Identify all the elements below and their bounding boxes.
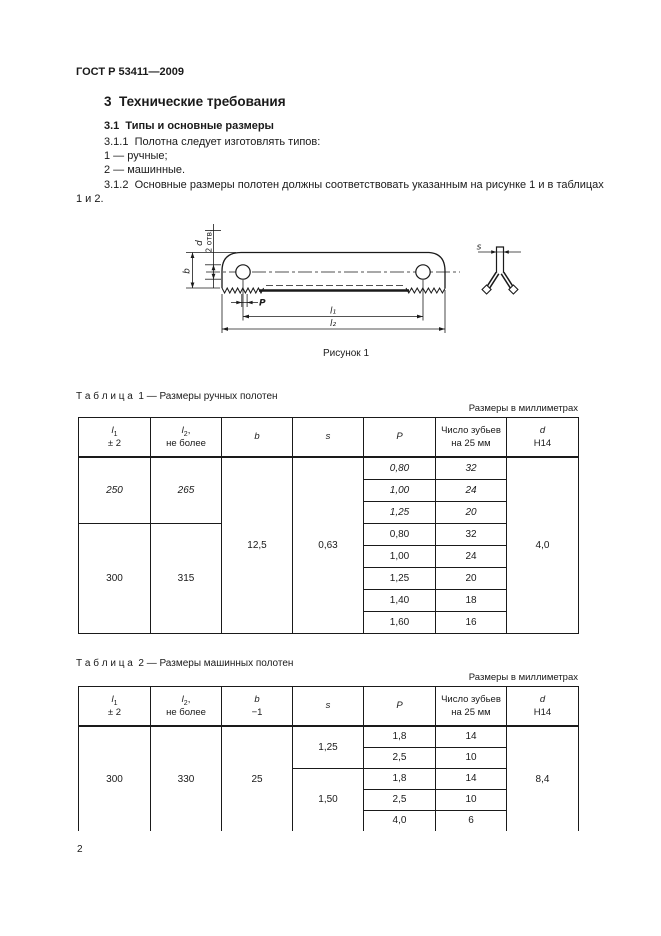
column-header-teeth: Число зубьев на 25 мм [436,418,507,458]
blade-outline [206,253,460,294]
hole-left [236,265,250,279]
table-cell: 4,0 [507,457,579,633]
table-cell: 2,5 [364,747,436,768]
section-title: 3 Технические требования [104,94,286,109]
table-cell: 32 [436,457,507,479]
label-two-holes: 2 отв. [204,229,214,253]
table-1 [78,417,579,634]
table-cell: 315 [151,523,222,633]
table-cell: 1,60 [364,611,436,633]
paragraph-312-line1: 3.1.2 Основные размеры полотен должны соответствовать указанным на рисунке 1 и в таблицах [104,179,604,191]
table-cell: 20 [436,501,507,523]
hole-right [416,265,430,279]
column-header-s: s [293,687,364,727]
column-header-l2: $l_2$, не более [151,418,222,458]
column-header-l2: $l_2$, не более [151,687,222,727]
dimension-pitch [231,294,266,309]
dimension-hole-diameter [195,224,221,288]
column-header-teeth: Число зубьев на 25 мм [436,687,507,727]
table-cell: 20 [436,567,507,589]
figure-drawing [170,220,545,350]
table-cell: 10 [436,747,507,768]
table2-header-row [79,687,579,727]
table-cell: 6 [436,810,507,831]
dimension-l1 [243,280,423,321]
table1-header-row [79,418,579,458]
table-cell: 14 [436,726,507,747]
table-cell: 330 [151,726,222,831]
dimension-b [183,253,237,289]
table2-caption-rest: — Размеры машинных полотен [146,658,294,669]
table-cell: 32 [436,523,507,545]
table-cell: 1,00 [364,479,436,501]
label-s: s [476,242,482,253]
table2-units-note: Размеры в миллиметрах [468,672,578,683]
table-cell: 300 [79,523,151,633]
teeth-right [406,288,445,293]
column-header-l1: $l_1$ ± 2 [79,687,151,727]
table-cell: 14 [436,768,507,789]
column-header-s: s [293,418,364,458]
paragraph-312-line2: 1 и 2. [76,193,104,205]
table-cell: 0,80 [364,523,436,545]
table-cell: 250 [79,457,151,523]
table-cell: 24 [436,479,507,501]
table-cell: 2,5 [364,789,436,810]
table-cell: 25 [222,726,293,831]
label-l2: l₂ [329,319,337,329]
table-cell: 8,4 [507,726,579,831]
table-cell: 0,63 [293,457,364,633]
table-row [79,726,579,747]
table-cell: 4,0 [364,810,436,831]
table-cell: 24 [436,545,507,567]
subsection-title: 3.1 Типы и основные размеры [104,120,274,132]
table-cell: 1,25 [364,501,436,523]
table1-units-note: Размеры в миллиметрах [468,403,578,414]
table-cell: 1,8 [364,768,436,789]
figure-caption: Рисунок 1 [322,348,370,359]
label-l1: l₁ [329,306,337,317]
column-header-l1: $l_1$ ± 2 [79,418,151,458]
column-header-b: b −1 [222,687,293,727]
column-header-p: P [364,687,436,727]
table-2 [78,686,579,831]
list-item-type-1: 1 — ручные; [104,150,168,162]
label-d: d [195,240,205,246]
doc-code: ГОСТ Р 53411—2009 [76,66,184,78]
table-row [79,457,579,479]
table2-caption [76,658,293,669]
list-item-type-2: 2 — машинные. [104,164,186,176]
table-cell: 265 [151,457,222,523]
table1-caption-rest: — Размеры ручных полотен [146,391,278,402]
table1-caption [76,391,278,402]
table-cell: 300 [79,726,151,831]
table-cell: 0,80 [364,457,436,479]
table2-caption-prefix: Т а б л и ц а 2 [76,658,147,669]
table-cell: 1,40 [364,589,436,611]
tooth-set-section-view [477,243,521,295]
table-cell: 1,8 [364,726,436,747]
table-cell: 1,25 [364,567,436,589]
table-cell: 12,5 [222,457,293,633]
table-cell: 10 [436,789,507,810]
label-b: b [182,268,193,274]
paragraph-311: 3.1.1 Полотна следует изготовлять типов: [104,136,321,148]
table-cell: 16 [436,611,507,633]
table-cell: 1,50 [293,768,364,831]
label-pitch: P [259,298,266,309]
column-header-b: b [222,418,293,458]
column-header-d: d H14 [507,687,579,727]
table-cell: 1,00 [364,545,436,567]
column-header-d: d H14 [507,418,579,458]
table1-caption-prefix: Т а б л и ц а 1 [76,391,147,402]
column-header-p: P [364,418,436,458]
table-cell: 1,25 [293,726,364,768]
page-number: 2 [77,844,83,855]
table-cell: 18 [436,589,507,611]
